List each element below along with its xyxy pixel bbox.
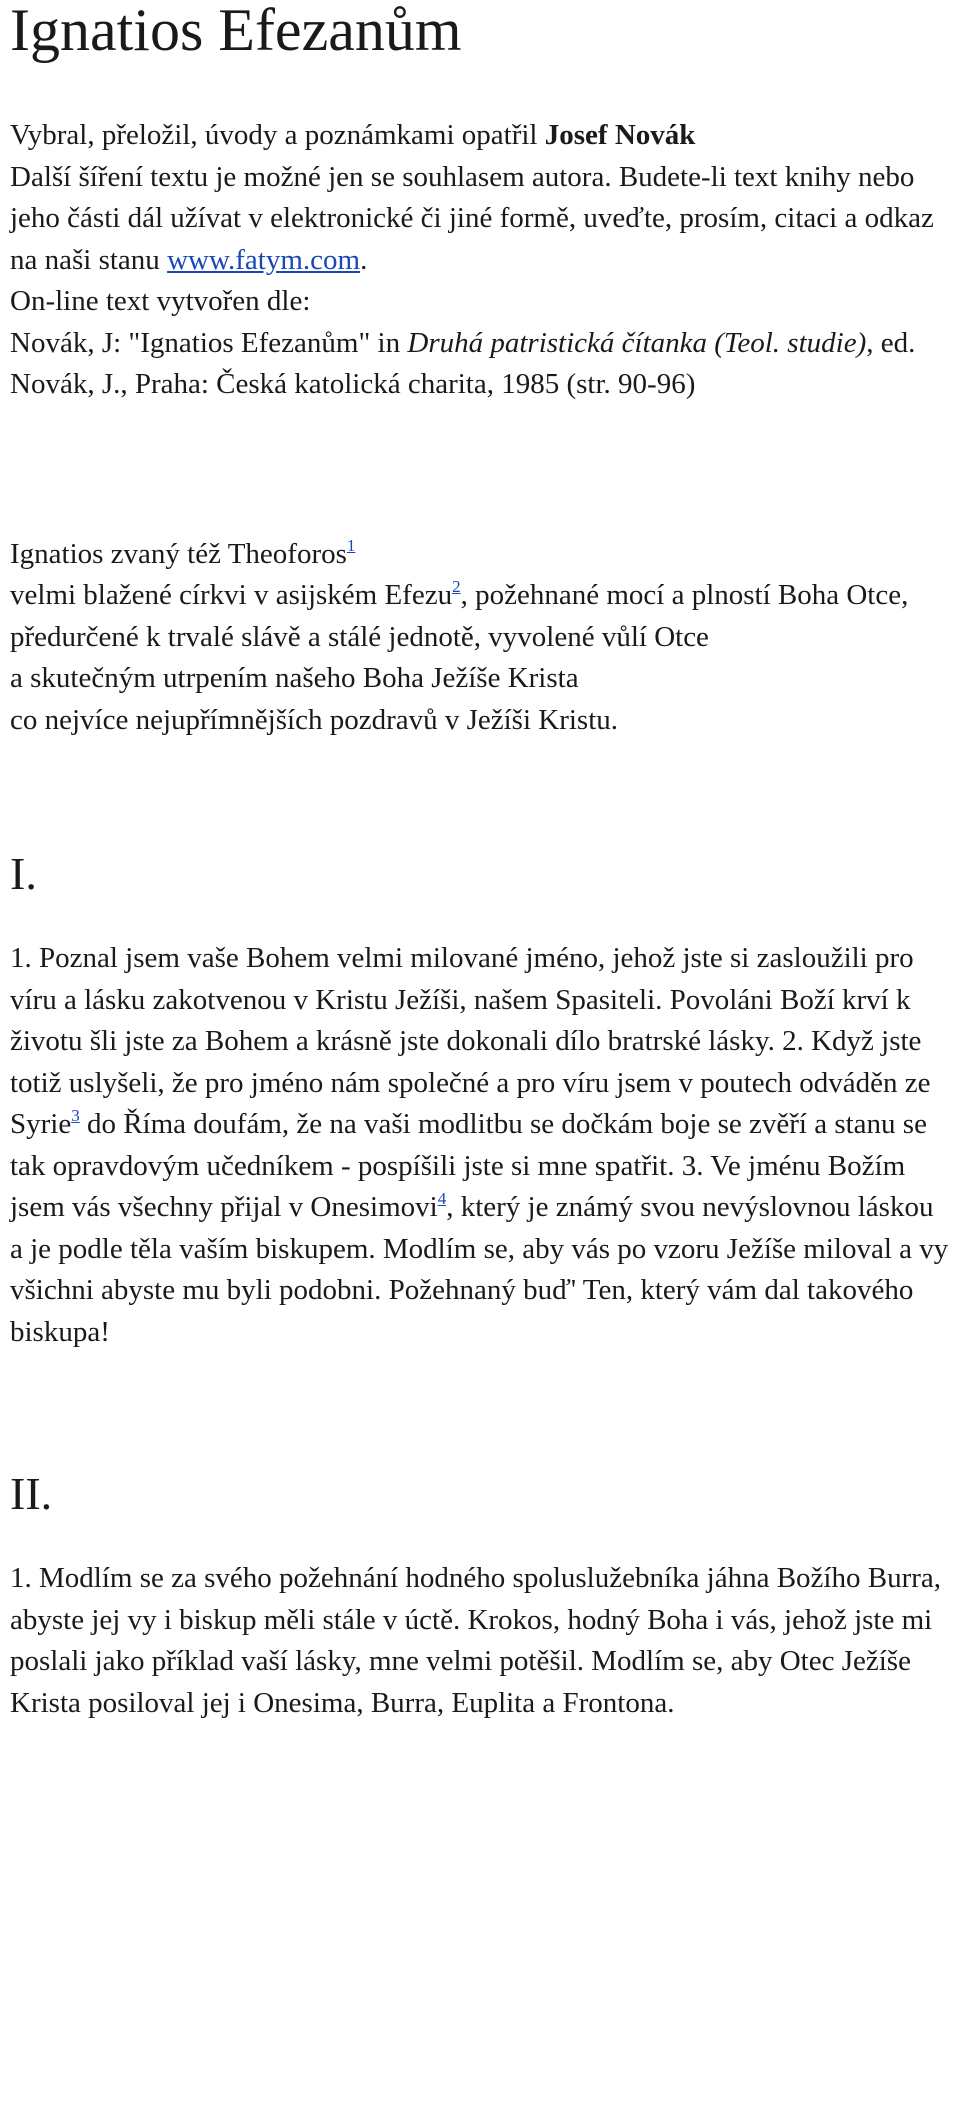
author-name: Josef Novák	[544, 119, 696, 151]
footnote-link-2[interactable]: 2	[452, 577, 461, 596]
intro-section	[10, 115, 952, 406]
footnote-link-4[interactable]: 4	[437, 1189, 447, 1208]
footnote-ref-2	[452, 577, 461, 596]
salutation-line-3: a skutečným utrpením našeho Boha Ježíše Krista	[10, 662, 579, 694]
page-title: Ignatios Efezanům	[10, 0, 462, 63]
footnote-link-1[interactable]: 1	[346, 535, 356, 555]
salutation-line-1: Ignatios zvaný též Theoforos	[10, 537, 347, 570]
chapter-1-body	[10, 938, 952, 1353]
copyright-notice: Další šíření textu je možné jen se souhlasem autora. Budete-li text knihy nebo jeho části dál užívat v elektronické či jiné formě, uveďte, prosím, citaci a odkaz na naši stanu	[10, 160, 934, 276]
footnote-ref-1	[347, 536, 356, 555]
source-book-title: Druhá patristická čítanka (Teol. studie)	[407, 326, 867, 359]
chapter-1-heading: I.	[10, 848, 37, 899]
chapter-2-text: 1. Modlím se za svého požehnání hodného spoluslužebníka jáhna Božího Burra, abyste jej vy i biskup měli stále v úctě. Krokos, hodný Boha i vás, jehož jste mi poslali jako příklad vaší lásky, mne velmi potěšil. Modlím se, aby Otec Ježíše Krista posiloval jej i Onesima, Burra, Euplita a Frontona.	[10, 1562, 942, 1719]
chapter-2-body	[10, 1558, 952, 1724]
source-prefix: Novák, J: "Ignatios Efezanům" in	[10, 326, 401, 359]
chapter-2-heading: II.	[10, 1468, 53, 1519]
footnote-ref-4	[438, 1189, 447, 1208]
salutation-line-2a: velmi blažené církvi v asijském Efezu	[10, 579, 453, 611]
chapter-1-part-a: 1. Poznal jsem vaše Bohem velmi milované jméno, jehož jste si zasloužili pro víru a lásku zakotvenou v Kristu Ježíši, našem Spasiteli. Povoláni Boží krví k životu šli jste za Bohem a krásně jste dokonali dílo bratrské lásky. 2. Když jste totiž uslyšeli, že pro jméno nám společné a pro víru jsem v poutech odváděn ze Syrie	[10, 942, 931, 1140]
footnote-link-3[interactable]: 3	[71, 1106, 80, 1125]
chapter-1-part-c: , který je známý svou nevýslovnou láskou a je podle těla vaším biskupem. Modlím se, aby vás po vzoru Ježíše miloval a vy všichni abyste mu byli podobni. Požehnaný buď' Ten, který vám dal takového biskupa!	[10, 1191, 949, 1348]
chapter-1-part-b: do Říma doufám, že na vaši modlitbu se dočkám boje se zvěří a stanu se tak opravdovým učedníkem - pospíšili jste si mne spatřit. 3. Ve jménu Božím jsem vás všechny přijal v Onesimovi	[10, 1108, 927, 1223]
source-suffix: , ed. Novák, J., Praha: Česká katolická charita, 1985 (str. 90-96)	[10, 326, 916, 400]
source-label: On-line text vytvořen dle:	[10, 285, 311, 317]
salutation-section	[10, 534, 952, 742]
fatym-link[interactable]: www.fatym.com	[167, 243, 361, 276]
footnote-ref-3	[71, 1106, 80, 1125]
salutation-line-2b: , požehnané mocí a plností Boha Otce, předurčené k trvalé slávě a stálé jednotě, vyvolené vůlí Otce	[10, 579, 909, 653]
editor-credit: Vybral, přeložil, úvody a poznámkami opatřil	[10, 119, 538, 151]
link-period: .	[360, 243, 368, 276]
salutation-line-4: co nejvíce nejupřímnějších pozdravů v Ježíši Kristu.	[10, 703, 619, 736]
